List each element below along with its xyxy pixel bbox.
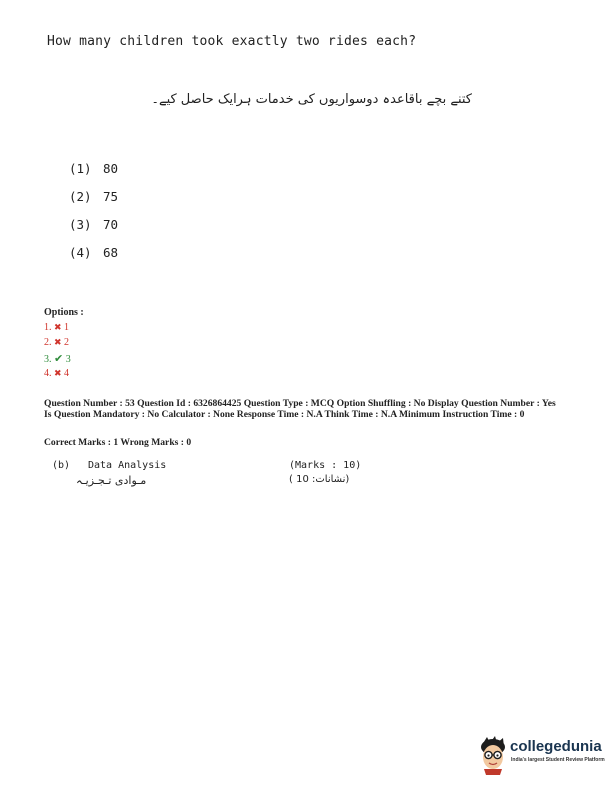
option-label: 4. xyxy=(44,368,52,379)
question-urdu-text: کتنے بچے باقاعدہ دوسواریوں کی خدمات ہرایک حاصل کیے۔ xyxy=(151,92,472,107)
choice-value: 75 xyxy=(103,189,119,204)
option-4 xyxy=(44,368,69,379)
option-label: 1. xyxy=(44,322,52,333)
choice-4 xyxy=(69,245,118,260)
options-heading: Options : xyxy=(44,307,84,318)
choice-3 xyxy=(69,217,118,232)
option-value: 4 xyxy=(64,368,70,379)
option-2 xyxy=(44,337,69,348)
choice-2 xyxy=(69,189,118,204)
option-3 xyxy=(44,352,71,365)
choice-number: (3) xyxy=(69,217,92,232)
choice-1 xyxy=(69,161,118,176)
option-value: 2 xyxy=(64,337,70,348)
mascot-icon xyxy=(481,736,505,775)
section-urdu-title: مـوادی تـجـزیـہ xyxy=(76,474,147,487)
section-marks: (Marks : 10) xyxy=(289,460,362,471)
cross-icon: ✖ xyxy=(54,322,62,332)
brand-tagline: India's largest Student Review Platform xyxy=(511,757,605,763)
marks-info: Correct Marks : 1 Wrong Marks : 0 xyxy=(44,437,192,448)
option-1 xyxy=(44,322,69,333)
question-text: How many children took exactly two rides each? xyxy=(47,34,417,49)
choice-value: 70 xyxy=(103,217,119,232)
section-title: Data Analysis xyxy=(88,460,167,471)
choice-number: (4) xyxy=(69,245,92,260)
option-value: 1 xyxy=(64,322,70,333)
option-value: 3 xyxy=(65,354,71,365)
section-label: (b) xyxy=(52,460,71,471)
section-urdu-marks: ( نشانات: 10) xyxy=(289,474,350,485)
option-label: 3. xyxy=(44,354,52,365)
brand-name: collegedunia xyxy=(510,738,602,755)
question-metadata: Question Number : 53 Question Id : 6326864425 Question Type : MCQ Option Shuffling : No Display Question Number : Yes Is Question Mandatory : No Calculator : None Response Time : N.A Think Time : N.A Minimum Instruction Time : 0 xyxy=(44,398,556,421)
choice-value: 68 xyxy=(103,245,119,260)
cross-icon: ✖ xyxy=(54,337,62,347)
choice-number: (1) xyxy=(69,161,92,176)
choice-value: 80 xyxy=(103,161,119,176)
cross-icon: ✖ xyxy=(54,368,62,378)
choice-number: (2) xyxy=(69,189,92,204)
option-label: 2. xyxy=(44,337,52,348)
check-icon: ✔ xyxy=(54,353,64,365)
